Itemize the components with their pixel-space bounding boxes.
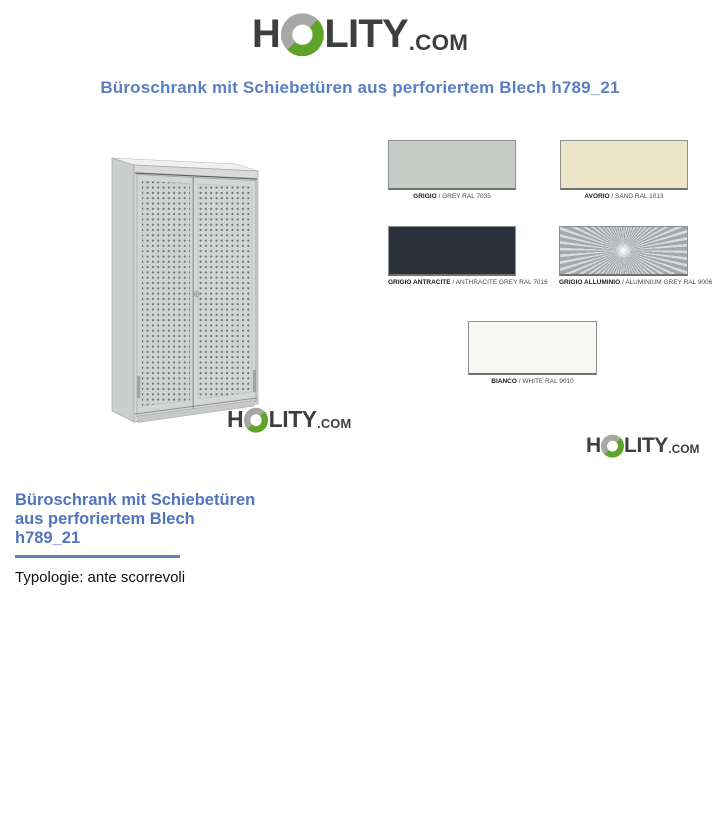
swatch-label: [388, 193, 516, 201]
swatch-label: [388, 279, 548, 287]
heading-underline: [15, 555, 180, 558]
swatch-label: [468, 378, 597, 386]
swatch-grigio-alluminio: [559, 226, 713, 287]
logo-letter-h: H: [227, 405, 244, 432]
product-heading-line-3: h789_21: [15, 529, 81, 547]
page-title: Büroschrank mit Schiebetüren aus perforiertem Blech h789_21: [100, 78, 620, 97]
holity-logo-header[interactable]: [252, 12, 468, 55]
swatch-chip-grigio-alluminio: [559, 226, 688, 276]
product-heading-line-1: Büroschrank mit Schiebetüren: [15, 491, 256, 509]
product-image-cabinet: [108, 148, 260, 425]
logo-letter-h: H: [251, 11, 280, 56]
swatch-name: AVORIO: [584, 193, 610, 200]
logo-tld: .COM: [317, 416, 352, 432]
swatch-grigio: [388, 140, 516, 201]
swatch-name: GRIGIO ALLUMINIO: [559, 279, 621, 286]
logo-tld: .COM: [408, 29, 469, 55]
swatch-label: [560, 193, 688, 201]
typology-text: Typologie: ante scorrevoli: [15, 569, 186, 586]
logo-swirl-o-icon: [281, 13, 324, 56]
holity-watermark-logo: [227, 407, 351, 432]
swatch-avorio: [560, 140, 688, 201]
logo-swirl-o-icon: [601, 435, 624, 458]
swatch-spec: / WHITE RAL 9010: [518, 378, 574, 385]
logo-tld: .COM: [668, 443, 700, 457]
swatch-chip-avorio: [560, 140, 688, 190]
logo-letter-h: H: [586, 433, 601, 457]
swatch-label: [559, 279, 713, 287]
swatch-chip-bianco: [468, 321, 597, 375]
logo-letters-lity: LITY: [324, 11, 408, 56]
swatch-spec: / SAND RAL 1013: [611, 193, 664, 200]
product-heading-line-2: aus perforiertem Blech: [15, 510, 195, 528]
swatch-chip-grigio: [388, 140, 516, 190]
color-swatch-grid: [388, 140, 713, 392]
swatch-chip-grigio-antracite: [388, 226, 516, 276]
logo-letters-lity: LITY: [624, 433, 668, 457]
cabinet-illustration: [108, 148, 260, 425]
holity-logo-footer: [586, 434, 700, 457]
swatch-bianco: [468, 321, 597, 386]
swatch-name: GRIGIO: [413, 193, 437, 200]
swatch-spec: / ALUMINIUM GREY RAL 9006: [621, 279, 713, 286]
swatch-grigio-antracite: [388, 226, 548, 287]
logo-letters-lity: LITY: [268, 405, 317, 432]
swatch-name: GRIGIO ANTRACITE: [388, 279, 451, 286]
swatch-spec: / GREY RAL 7035: [438, 193, 491, 200]
product-details-block: [15, 491, 315, 586]
swatch-spec: / ANTHRACITE GREY RAL 7016: [452, 279, 548, 286]
logo-swirl-o-icon: [244, 408, 269, 433]
swatch-name: BIANCO: [491, 378, 517, 385]
